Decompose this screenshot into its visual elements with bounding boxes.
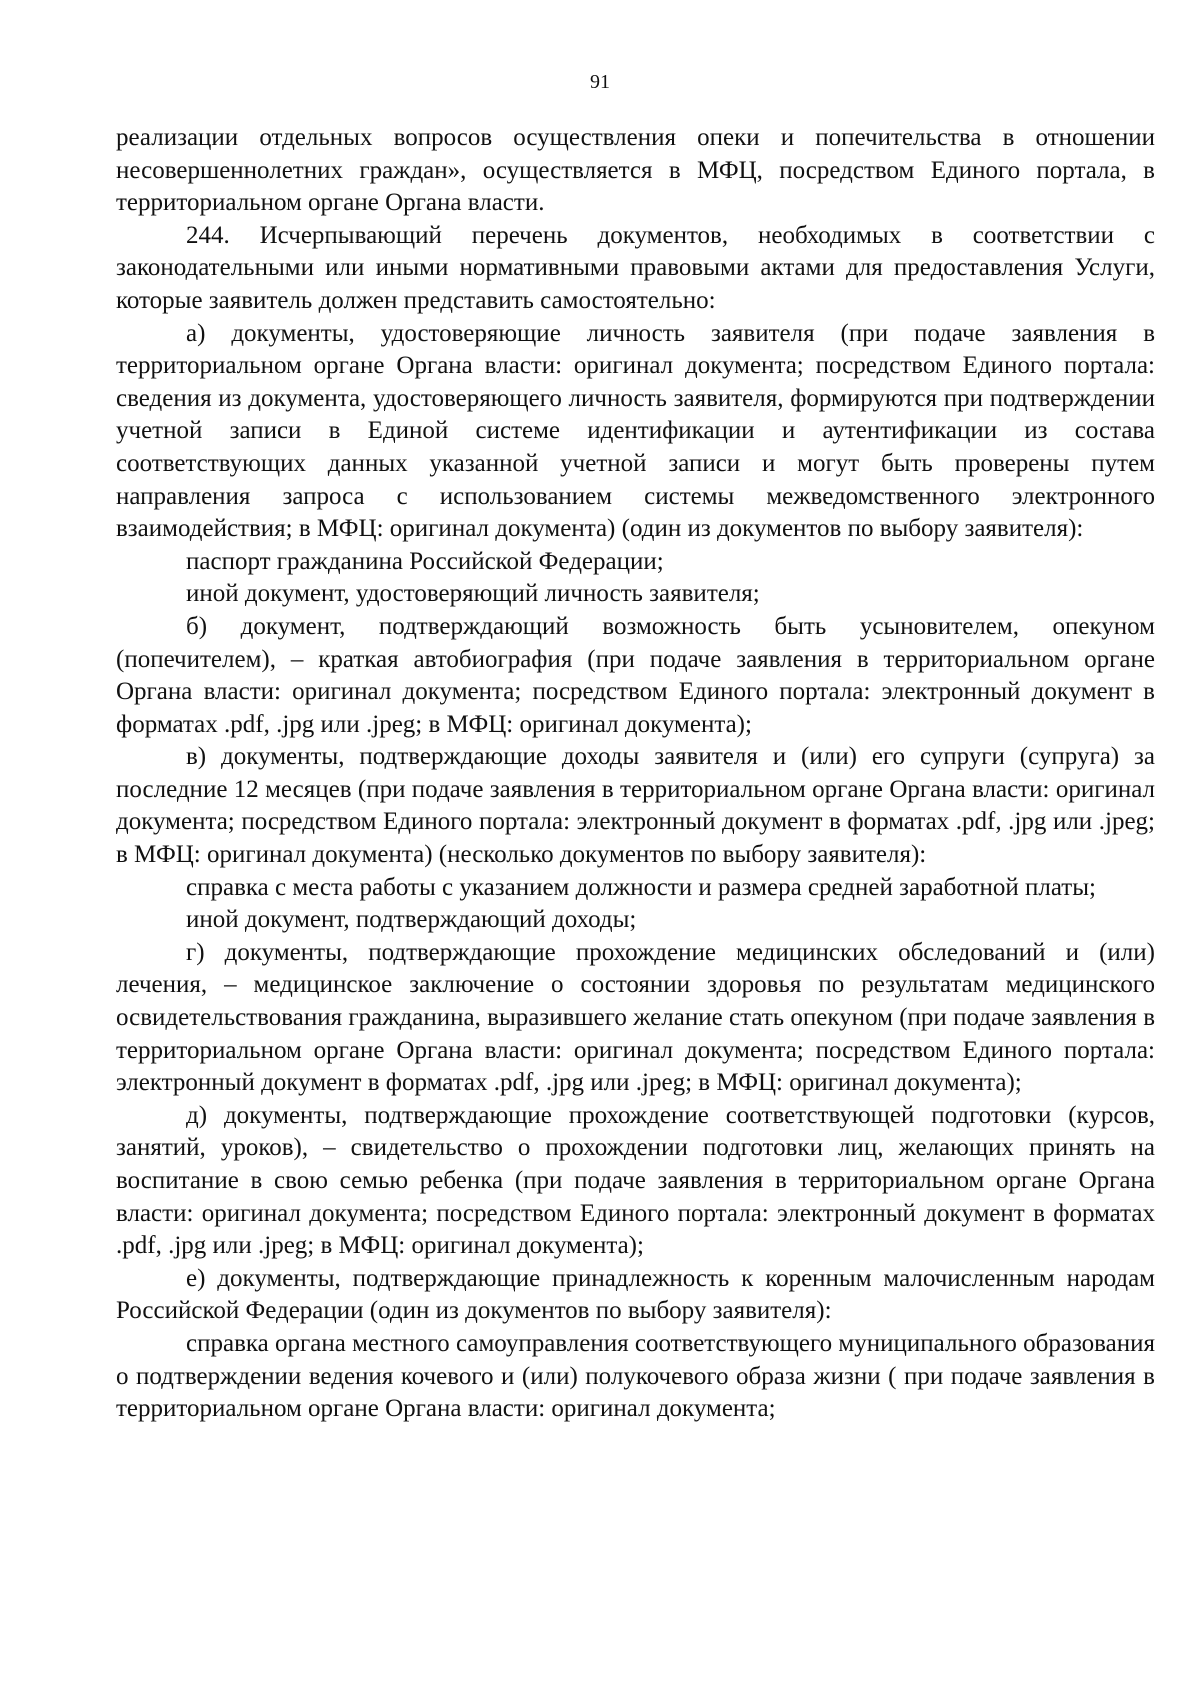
- paragraph-item-b: б) документ, подтверждающий возможность быть усыновителем, опекуном (попечителем), – краткая автобиография (при подаче заявления в территориальном органе Органа власти: оригинал документа; посредством Единого портала: электронный документ в форматах .pdf, .jpg или .jpeg; в МФЦ: оригинал документа);: [116, 612, 1155, 738]
- list-item: иной документ, удостоверяющий личность заявителя;: [186, 580, 760, 608]
- list-item: справка с места работы с указанием должности и размера средней заработной платы;: [186, 873, 1096, 901]
- document-body: [116, 122, 1155, 1426]
- list-item: иной документ, подтверждающий доходы;: [186, 906, 637, 934]
- paragraph-item-a: а) документы, удостоверяющие личность заявителя (при подаче заявления в территориальном органе Органа власти: оригинал документа; посредством Единого портала: сведения из документа, удостоверяющего личность заявителя, формируются при подтверждении учетной записи в Единой системе идентификации и аутентификации из состава соответствующих данных указанной учетной записи и могут быть проверены путем направления запроса с использованием системы межведомственного электронного взаимодействия; в МФЦ: оригинал документа) (один из документов по выбору заявителя):: [116, 319, 1155, 543]
- page-number: 91: [590, 71, 610, 93]
- paragraph-item-244: 244. Исчерпывающий перечень документов, необходимых в соответствии с законодательными или иными нормативными правовыми актами для предоставления Услуги, которые заявитель должен представить самостоятельно:: [116, 221, 1155, 314]
- paragraph-item-e: е) документы, подтверждающие принадлежность к коренным малочисленным народам Российской Федерации (один из документов по выбору заявителя):: [116, 1264, 1155, 1325]
- list-item: паспорт гражданина Российской Федерации;: [186, 547, 664, 575]
- paragraph: реализации отдельных вопросов осуществления опеки и попечительства в отношении несовершеннолетних граждан», осуществляется в МФЦ, посредством Единого портала, в территориальном органе Органа власти.: [116, 124, 1155, 217]
- list-item: справка органа местного самоуправления соответствующего муниципального образования о подтверждении ведения кочевого и (или) полукочевого образа жизни ( при подаче заявления в территориальном органе Органа власти: оригинал документа;: [116, 1329, 1155, 1423]
- paragraph-item-v: в) документы, подтверждающие доходы заявителя и (или) его супруги (супруга) за последние 12 месяцев (при подаче заявления в территориальном органе Органа власти: оригинал документа; посредством Единого портала: электронный документ в форматах .pdf, .jpg или .jpeg; в МФЦ: оригинал документа) (несколько документов по выбору заявителя):: [116, 743, 1155, 869]
- paragraph-item-d: д) документы, подтверждающие прохождение соответствующей подготовки (курсов, занятий, уроков), – свидетельство о прохождении подготовки лиц, желающих принять на воспитание в свою семью ребенка (при подаче заявления в территориальном органе Органа власти: оригинал документа; посредством Единого портала: электронный документ в форматах .pdf, .jpg или .jpeg; в МФЦ: оригинал документа);: [116, 1101, 1155, 1260]
- paragraph-item-g: г) документы, подтверждающие прохождение медицинских обследований и (или) лечения, – медицинское заключение о состоянии здоровья по результатам медицинского освидетельствования гражданина, выразившего желание стать опекуном (при подаче заявления в территориальном органе Органа власти: оригинал документа; посредством Единого портала: электронный документ в форматах .pdf, .jpg или .jpeg; в МФЦ: оригинал документа);: [116, 938, 1155, 1097]
